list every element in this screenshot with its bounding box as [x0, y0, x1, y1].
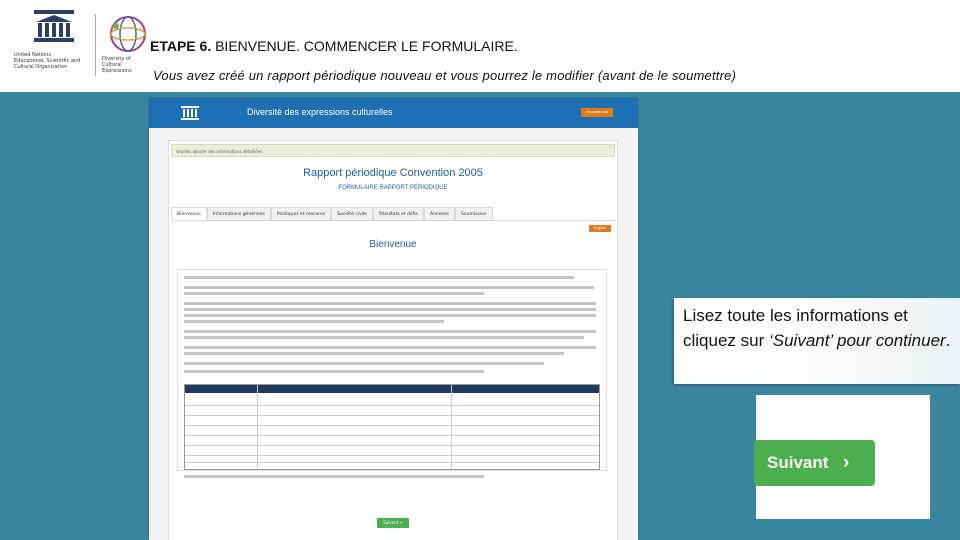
- convention-name: Diversity of Cultural Expressions: [102, 56, 132, 74]
- form-screenshot: [149, 98, 638, 540]
- text-line: [184, 320, 444, 323]
- text-line: [184, 314, 596, 317]
- next-button-small[interactable]: Suivant >: [377, 518, 409, 528]
- tab-informations[interactable]: Informations générales: [207, 207, 271, 220]
- instruction-callout: [674, 298, 960, 384]
- tab-underline: [171, 220, 615, 221]
- text-line: [184, 302, 596, 305]
- tab-bienvenue[interactable]: Bienvenue: [171, 207, 207, 220]
- table-column: [257, 385, 258, 469]
- notice-banner: Veuillez ajouter des informations détaillées: [171, 144, 615, 157]
- form-panel: [168, 140, 618, 540]
- text-line: [184, 346, 596, 349]
- report-title: Rapport périodique Convention 2005: [303, 167, 483, 179]
- table-row: [185, 455, 599, 456]
- welcome-heading: Bienvenue: [369, 239, 417, 250]
- unesco-logo: [12, 10, 152, 80]
- table-row: [185, 462, 599, 463]
- tab-resultats[interactable]: Résultats et défis: [373, 207, 424, 220]
- suivant-button[interactable]: [754, 440, 875, 486]
- unesco-org-name: United Nations Educational, Scientific and Cultural Organization: [14, 52, 81, 70]
- welcome-text-box: [177, 269, 607, 471]
- text-line: [184, 308, 596, 311]
- text-line: [184, 352, 564, 355]
- unesco-temple-icon: [32, 10, 76, 46]
- step-title: ETAPE 6. BIENVENUE. COMMENCER LE FORMULAIRE.: [150, 38, 518, 54]
- table-row: [185, 425, 599, 426]
- tab-societe-civile[interactable]: Société civile: [331, 207, 373, 220]
- logout-button[interactable]: DÉCONNEXION: [581, 108, 613, 117]
- text-line: [184, 475, 484, 478]
- table-header: [185, 385, 599, 393]
- text-line: [184, 336, 584, 339]
- logo-divider: [95, 14, 96, 76]
- text-line: [184, 286, 594, 289]
- chevron-right-icon: ›: [843, 452, 850, 473]
- report-subtitle: FORMULAIRE RAPPORT PÉRIODIQUE: [338, 185, 448, 191]
- table-row: [185, 405, 599, 406]
- tab-politiques[interactable]: Politiques et mesures: [271, 207, 331, 220]
- tab-annexes[interactable]: Annexes: [424, 207, 455, 220]
- unesco-small-logo-icon: [181, 106, 199, 120]
- tab-soumission[interactable]: Soumission: [455, 207, 493, 220]
- text-line: [184, 370, 484, 373]
- site-header-bar: [149, 98, 638, 128]
- text-line: [184, 276, 574, 279]
- table-row: [185, 445, 599, 446]
- suivant-label: Suivant: [767, 453, 829, 472]
- slide-subtitle: Vous avez créé un rapport périodique nouveau et vous pourrez le modifier (avant de le soumettre): [153, 68, 737, 83]
- language-button[interactable]: English: [589, 225, 611, 232]
- table-column: [451, 385, 452, 469]
- instruction-text: Lisez toute les informations et cliquez sur ‘Suivant’ pour continuer.: [683, 306, 951, 350]
- text-line: [184, 330, 596, 333]
- table-row: [185, 435, 599, 436]
- convention-globe-icon: [102, 14, 154, 56]
- form-tabs: [171, 207, 487, 220]
- sections-table: [184, 384, 600, 470]
- text-line: [184, 292, 484, 295]
- site-title: Diversité des expressions culturelles: [247, 107, 393, 117]
- text-line: [184, 362, 544, 365]
- table-row: [185, 415, 599, 416]
